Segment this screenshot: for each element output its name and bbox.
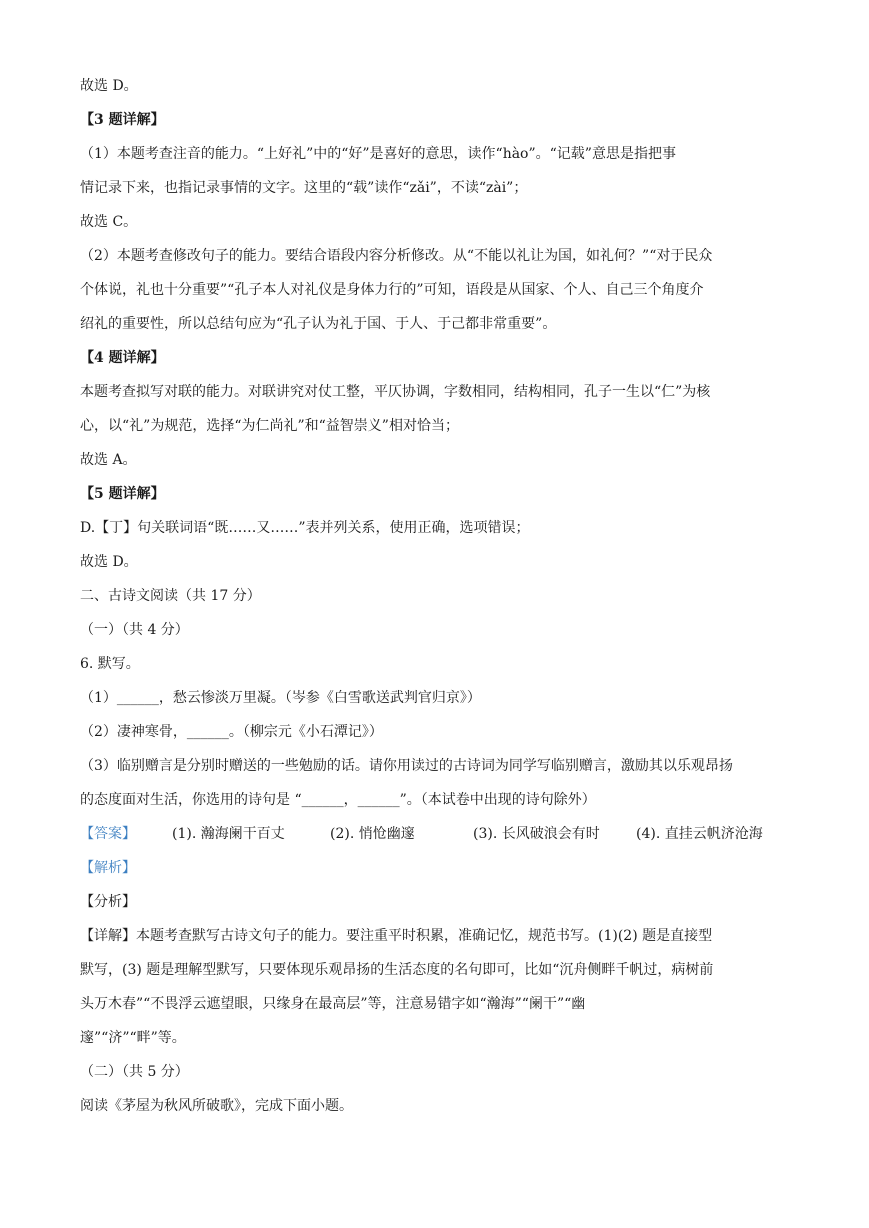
text-line: （2）本题考查修改句子的能力。要结合语段内容分析修改。从“不能以礼让为国，如礼何？”“对于民众 xyxy=(80,248,713,264)
analysis-label: 【解析】 xyxy=(80,860,136,876)
text-line: （1）______，愁云惨淡万里凝。（岑参《白雪歌送武判官归京》） xyxy=(80,690,481,706)
text-line: 【详解】本题考查默写古诗文句子的能力。要注重平时积累，准确记忆，规范书写。(1)(2) 题是直接型 xyxy=(80,928,713,944)
text-line: 的态度面对生活，你选用的诗句是 “______，______”。（本试卷中出现的诗句除外） xyxy=(80,792,596,808)
text-line: 本题考查拟写对联的能力。对联讲究对仗工整，平仄协调，字数相同，结构相同，孔子一生以“仁”为核 xyxy=(80,384,711,400)
text-line: 默写，(3) 题是理解型默写，只要体现乐观昂扬的生活态度的名句即可，比如“沉舟侧畔千帆过，病树前 xyxy=(80,962,714,978)
text-line: 故选 A。 xyxy=(80,452,137,468)
answer-row xyxy=(80,825,800,843)
text-line: 心，以“礼”为规范，选择“为仁尚礼”和“益智崇义”相对恰当； xyxy=(80,418,459,434)
section-heading: 【4 题详解】 xyxy=(80,350,165,366)
text-line: （1）本题考查注音的能力。“上好礼”中的“好”是喜好的意思，读作“hào”。“记载”意思是指把事 xyxy=(80,146,676,162)
text-line: （3）临别赠言是分别时赠送的一些勉励的话。请你用读过的古诗词为同学写临别赠言，激励其以乐观昂扬 xyxy=(80,758,733,774)
question-title: 6. 默写。 xyxy=(80,656,140,672)
text-line: 阅读《茅屋为秋风所破歌》，完成下面小题。 xyxy=(80,1098,353,1114)
answer-label: 【答案】 xyxy=(80,826,136,842)
section-heading: 【5 题详解】 xyxy=(80,486,165,502)
answer-item: (4). 直挂云帆济沧海 xyxy=(636,826,763,842)
section-heading: 【3 题详解】 xyxy=(80,112,165,128)
text-line: （2）凄神寒骨，______。（柳宗元《小石潭记》） xyxy=(80,724,383,740)
text-line: D.【丁】句关联词语“既……又……”表并列关系，使用正确，选项错误； xyxy=(80,520,530,536)
text-line: 头万木春”“不畏浮云遮望眼，只缘身在最高层”等，注意易错字如“瀚海”“阑干”“幽 xyxy=(80,996,586,1012)
text-line: 情记录下来，也指记录事情的文字。这里的“载”读作“zǎi”，不读“zài”； xyxy=(80,180,528,196)
answer-item: (1). 瀚海阑干百丈 xyxy=(172,826,285,842)
answer-item: (3). 长风破浪会有时 xyxy=(473,826,600,842)
text-line: 个体说，礼也十分重要”“孔子本人对礼仪是身体力行的”可知，语段是从国家、个人、自己三个角度介 xyxy=(80,282,704,298)
text-line: 二、古诗文阅读（共 17 分） xyxy=(80,588,261,604)
text-line: 故选 D。 xyxy=(80,554,138,570)
text-line: 故选 D。 xyxy=(80,78,138,94)
text-line: 邃”“济”“畔”等。 xyxy=(80,1030,186,1046)
analysis-heading: 【分析】 xyxy=(80,894,136,910)
text-line: 绍礼的重要性，所以总结句应为“孔子认为礼于国、于人、于己都非常重要”。 xyxy=(80,316,557,332)
answer-item: (2). 悄怆幽邃 xyxy=(330,826,415,842)
text-line: 故选 C。 xyxy=(80,214,138,230)
text-line: （一）（共 4 分） xyxy=(80,622,189,638)
text-line: （二）（共 5 分） xyxy=(80,1064,189,1080)
